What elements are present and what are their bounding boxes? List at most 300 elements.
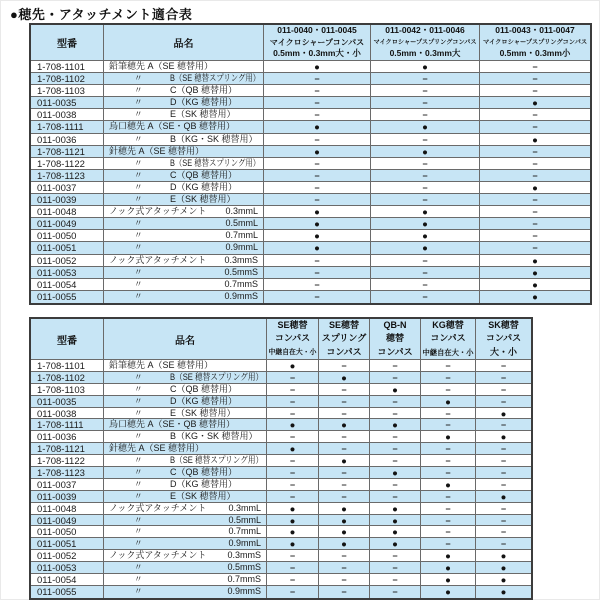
table-row [31,109,590,121]
mark-cell [267,515,319,527]
mark-cell [264,146,371,158]
column-header-line: KG穂替 [432,320,464,331]
compatible-dot-icon: ● [445,586,451,598]
mark-cell [267,384,319,396]
product-name: D（KG 穂替用） [170,97,238,108]
model-cell [31,538,104,550]
not-applicable-dash-icon: − [289,408,296,419]
not-applicable-dash-icon: − [422,279,428,290]
mark-cell [476,396,531,408]
table-row [31,384,531,396]
name-cell [104,503,267,515]
mark-cell [371,146,480,158]
compass-column-header [476,319,531,359]
mark-cell [371,121,480,133]
mark-cell [319,372,370,384]
mark-cell [371,158,480,170]
model-number: 011-0037 [37,479,77,491]
mark-cell [370,491,421,503]
model-cell [31,97,104,109]
not-applicable-dash-icon: − [445,444,451,455]
not-applicable-dash-icon: − [500,396,507,407]
not-applicable-dash-icon: − [289,575,296,586]
product-size: 0.7mmL [225,230,258,241]
not-applicable-dash-icon: − [341,468,347,479]
name-cell [104,109,264,121]
table-row [31,194,590,206]
mark-cell [267,419,319,431]
table-row [31,97,590,109]
compatible-dot-icon: ● [422,122,428,134]
model-number: 1-708-1103 [37,86,85,98]
product-size: 0.9mmS [227,585,261,596]
mark-cell [319,550,370,562]
ditto-mark: 〃 [134,230,143,241]
mark-cell [267,574,319,586]
not-applicable-dash-icon: − [500,456,507,467]
not-applicable-dash-icon: − [289,432,296,443]
product-name: 針穂先 A（SE 穂替用） [109,145,205,156]
model-number: 1-708-1102 [37,372,85,384]
mark-cell [476,503,531,515]
model-cell [31,586,104,598]
not-applicable-dash-icon: − [532,170,538,181]
model-cell [31,170,104,182]
name-cell [104,267,264,279]
table-header-row [31,25,590,61]
column-header-line: SK穂替 [488,320,519,331]
product-name: E（SK 穂替用） [170,109,236,120]
compatible-dot-icon: ● [314,243,320,255]
column-header-line: コンパス [485,333,522,344]
mark-cell [371,134,480,146]
not-applicable-dash-icon: − [500,527,507,538]
compatible-dot-icon: ● [289,539,296,551]
mark-cell [370,526,421,538]
mark-cell [267,396,319,408]
model-number: 011-0036 [37,134,77,146]
not-applicable-dash-icon: − [532,195,538,206]
name-cell [104,255,264,267]
mark-cell [480,146,590,158]
model-cell [31,372,104,384]
mark-cell [421,550,476,562]
not-applicable-dash-icon: − [392,372,398,383]
column-header-line: 011-0043・011-0047 [495,25,575,36]
mark-cell [371,61,480,73]
name-cell [104,73,264,85]
model-cell [31,479,104,491]
mark-cell [267,443,319,455]
compatible-dot-icon: ● [500,491,507,503]
not-applicable-dash-icon: − [289,551,296,562]
product-name: E（SK 穂替用） [170,194,236,205]
mark-cell [371,73,480,85]
mark-cell [421,491,476,503]
product-name: B（KG・SK 穂替用） [170,431,258,442]
not-applicable-dash-icon: − [445,361,451,371]
mark-cell [421,455,476,467]
mark-cell [371,255,480,267]
model-cell [31,431,104,443]
model-number: 1-708-1102 [37,74,85,86]
mark-cell [264,194,371,206]
mark-cell [421,467,476,479]
not-applicable-dash-icon: − [341,432,347,443]
table-row [31,73,590,85]
not-applicable-dash-icon: − [314,158,320,169]
model-cell [31,134,104,146]
compatible-dot-icon: ● [289,420,296,432]
ditto-mark: 〃 [134,395,143,406]
not-applicable-dash-icon: − [341,384,347,395]
mark-cell [267,562,319,574]
mark-cell [421,443,476,455]
model-cell [31,73,104,85]
name-cell [104,218,264,230]
product-name: B（SE 穂替スプリング用） [170,371,264,382]
name-cell [104,515,267,527]
table-row [31,182,590,194]
mark-cell [264,85,371,97]
name-cell [104,396,267,408]
product-size: 0.3mmS [224,254,258,265]
mark-cell [480,206,590,218]
ditto-mark: 〃 [134,467,143,478]
not-applicable-dash-icon: − [500,479,507,490]
compatible-dot-icon: ● [341,539,347,551]
name-cell [104,526,267,538]
table-row [31,574,531,586]
mark-cell [371,267,480,279]
product-size: 0.3mmL [228,502,261,513]
compatible-dot-icon: ● [392,468,398,479]
name-cell [104,291,264,303]
mark-cell [476,443,531,455]
mark-cell [371,218,480,230]
compatible-dot-icon: ● [445,479,451,491]
table-row [31,255,590,267]
ditto-mark: 〃 [134,278,143,289]
mark-cell [319,503,370,515]
compatible-dot-icon: ● [289,527,296,539]
not-applicable-dash-icon: − [392,586,398,597]
mark-cell [267,503,319,515]
table-row [31,479,531,491]
model-number: 011-0050 [37,231,77,243]
not-applicable-dash-icon: − [532,62,538,72]
product-name: D（KG 穂替用） [170,478,238,489]
not-applicable-dash-icon: − [532,219,538,230]
mark-cell [476,431,531,443]
ditto-mark: 〃 [134,242,143,253]
table-row [31,206,590,218]
name-cell [104,408,267,420]
mark-cell [476,574,531,586]
mark-cell [319,443,370,455]
mark-cell [267,586,319,598]
mark-cell [319,515,370,527]
column-header-line: 0.5mm・0.3mm小 [499,48,571,59]
mark-cell [267,455,319,467]
not-applicable-dash-icon: − [500,539,507,550]
compass-column-header [267,319,319,359]
model-cell [31,491,104,503]
compatible-dot-icon: ● [532,279,538,291]
product-name: C（QB 穂替用） [170,85,238,96]
ditto-mark: 〃 [134,181,143,192]
mark-cell [480,255,590,267]
not-applicable-dash-icon: − [289,491,296,502]
mark-cell [264,73,371,85]
mark-cell [480,182,590,194]
model-number: 011-0053 [37,267,77,279]
ditto-mark: 〃 [134,478,143,489]
mark-cell [264,61,371,73]
ditto-mark: 〃 [134,218,143,229]
mark-cell [476,562,531,574]
compatible-dot-icon: ● [532,134,538,146]
mark-cell [319,526,370,538]
name-cell [104,158,264,170]
mark-cell [264,267,371,279]
compatible-dot-icon: ● [500,408,507,420]
mark-cell [319,491,370,503]
not-applicable-dash-icon: − [422,195,428,206]
product-name: 針穂先 A（SE 穂替用） [109,443,205,454]
compatible-dot-icon: ● [422,62,428,73]
model-cell [31,515,104,527]
mark-cell [480,97,590,109]
ditto-mark: 〃 [134,371,143,382]
compatible-dot-icon: ● [422,146,428,158]
column-header-line: 中継自在大・小 [422,347,474,357]
model-number: 1-708-1122 [37,456,85,468]
compatible-dot-icon: ● [445,575,451,586]
compatible-dot-icon: ● [289,361,296,372]
mark-cell [264,206,371,218]
mark-cell [371,170,480,182]
mark-cell [319,538,370,550]
mark-cell [371,182,480,194]
not-applicable-dash-icon: − [445,515,451,526]
model-cell [31,562,104,574]
compatible-dot-icon: ● [500,563,507,575]
mark-cell [370,550,421,562]
product-size: 0.3mmL [225,206,258,217]
not-applicable-dash-icon: − [445,503,451,514]
mark-cell [267,372,319,384]
mark-cell [267,550,319,562]
not-applicable-dash-icon: − [314,255,320,266]
not-applicable-dash-icon: − [500,503,507,514]
compatible-dot-icon: ● [314,219,320,231]
mark-cell [267,408,319,420]
not-applicable-dash-icon: − [422,74,428,85]
table-row [31,242,590,254]
model-number: 011-0035 [37,98,77,110]
mark-cell [480,73,590,85]
not-applicable-dash-icon: − [314,279,320,290]
model-number: 011-0035 [37,396,77,408]
ditto-mark: 〃 [134,574,143,585]
column-header-line: コンパス [326,346,362,357]
mark-cell [476,515,531,527]
compatible-dot-icon: ● [422,231,428,243]
table-row [31,443,531,455]
mark-cell [371,230,480,242]
product-name: E（SK 穂替用） [170,407,236,418]
product-size: 0.7mmS [227,574,261,585]
mark-cell [371,194,480,206]
not-applicable-dash-icon: − [422,110,428,121]
table-row [31,526,531,538]
not-applicable-dash-icon: − [500,372,507,383]
not-applicable-dash-icon: − [314,170,320,181]
model-number: 011-0053 [37,563,77,575]
model-cell [31,146,104,158]
table-row [31,538,531,550]
model-number: 011-0055 [37,586,77,598]
mark-cell [476,419,531,431]
table-row [31,267,590,279]
ditto-mark: 〃 [134,383,143,394]
mark-cell [476,479,531,491]
mark-cell [264,218,371,230]
model-number: 011-0054 [37,575,77,586]
name-column-header: 品名 [104,25,264,60]
compatible-dot-icon: ● [422,219,428,231]
model-number: 1-708-1123 [37,170,85,182]
ditto-mark: 〃 [134,85,143,96]
compatible-dot-icon: ● [445,432,451,444]
product-size: 0.5mmL [225,218,258,229]
not-applicable-dash-icon: − [532,86,538,97]
not-applicable-dash-icon: − [500,361,507,371]
mark-cell [480,85,590,97]
not-applicable-dash-icon: − [445,408,451,419]
model-number: 1-708-1101 [37,62,85,73]
not-applicable-dash-icon: − [341,575,347,586]
name-cell [104,419,267,431]
name-cell [104,467,267,479]
mark-cell [267,360,319,372]
model-cell [31,230,104,242]
compatible-dot-icon: ● [500,586,507,598]
mark-cell [370,538,421,550]
product-size: 0.5mmS [224,266,258,277]
compatible-dot-icon: ● [445,396,451,408]
table-row [31,419,531,431]
not-applicable-dash-icon: − [500,384,507,395]
mark-cell [267,526,319,538]
column-header-line: 0.5mm・0.3mm大 [389,48,461,59]
ditto-mark: 〃 [134,73,143,84]
not-applicable-dash-icon: − [289,479,296,490]
compatible-dot-icon: ● [500,432,507,444]
table-row [31,455,531,467]
model-number: 011-0055 [37,291,77,303]
not-applicable-dash-icon: − [341,479,347,490]
mark-cell [476,586,531,598]
not-applicable-dash-icon: − [532,243,538,254]
model-number: 011-0048 [37,207,77,219]
compatible-dot-icon: ● [314,231,320,243]
table-row [31,515,531,527]
not-applicable-dash-icon: − [422,255,428,266]
mark-cell [480,134,590,146]
compatible-dot-icon: ● [341,503,347,515]
model-number: 1-708-1123 [37,468,85,479]
not-applicable-dash-icon: − [532,110,538,121]
mark-cell [421,538,476,550]
mark-cell [370,479,421,491]
model-cell [31,360,104,372]
not-applicable-dash-icon: − [341,361,347,371]
model-cell [31,109,104,121]
not-applicable-dash-icon: − [500,420,507,431]
not-applicable-dash-icon: − [392,456,398,467]
compatible-dot-icon: ● [422,243,428,255]
model-cell [31,85,104,97]
mark-cell [370,574,421,586]
not-applicable-dash-icon: − [532,122,538,133]
mark-cell [480,218,590,230]
table-row [31,279,590,291]
mark-cell [267,431,319,443]
model-cell [31,291,104,303]
mark-cell [476,538,531,550]
model-cell [31,396,104,408]
table-header-row [31,319,531,360]
column-header-line: コンパス [274,333,311,344]
mark-cell [421,479,476,491]
mark-cell [476,384,531,396]
table-row [31,170,590,182]
mark-cell [370,431,421,443]
not-applicable-dash-icon: − [500,468,507,479]
product-size: 0.5mmS [227,562,261,573]
ditto-mark: 〃 [134,266,143,277]
column-header-line: 0.5mm・0.3mm大・小 [273,48,361,59]
ditto-mark: 〃 [134,109,143,120]
name-cell [104,431,267,443]
mark-cell [319,419,370,431]
compass-column-header [319,319,370,359]
name-cell [104,146,264,158]
table-row [31,146,590,158]
column-header-line: マイクロシャープスプリングコンパス [482,38,588,46]
compatible-dot-icon: ● [532,182,538,194]
not-applicable-dash-icon: − [314,195,320,206]
mark-cell [421,515,476,527]
model-number: 1-708-1121 [37,146,85,158]
compatible-dot-icon: ● [341,515,347,527]
compatible-dot-icon: ● [392,503,398,515]
mark-cell [370,419,421,431]
name-cell [104,491,267,503]
ditto-mark: 〃 [134,514,143,525]
not-applicable-dash-icon: − [422,158,428,169]
mark-cell [319,408,370,420]
model-cell [31,206,104,218]
mark-cell [421,396,476,408]
not-applicable-dash-icon: − [392,479,398,490]
product-size: 0.9mmL [225,242,258,253]
mark-cell [319,574,370,586]
model-column-header: 型番 [31,319,104,359]
name-cell [104,550,267,562]
